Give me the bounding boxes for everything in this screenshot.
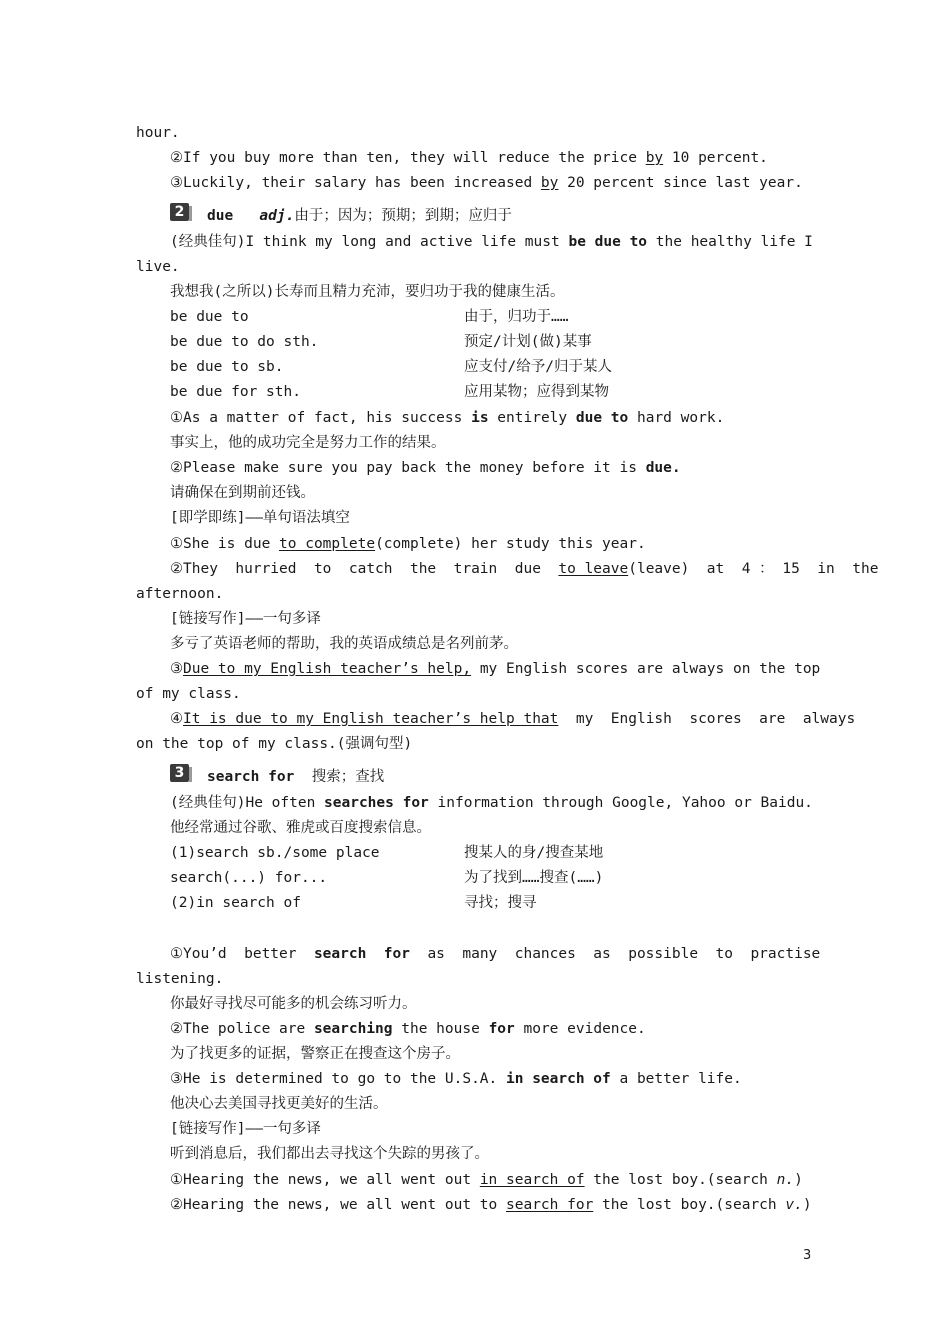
headword-line: due adj.由于；因为；预期；到期；应归于 — [207, 208, 512, 224]
phrase-cn: 应用某物；应得到某物 — [464, 384, 609, 400]
writing-answer: ②Hearing the news, we all went out to search for the lost boy.(search v.) — [170, 1197, 812, 1213]
translation: 他经常通过谷歌、雅虎或百度搜索信息。 — [170, 820, 431, 836]
headword: due — [207, 208, 234, 224]
practice-title: [即学即练]——单句语法填空 — [170, 510, 350, 526]
phrase-cn: 为了找到……搜查(……) — [464, 870, 604, 886]
headword-line: search for 搜索；查找 — [207, 769, 385, 785]
translation: 他决心去美国寻找更美好的生活。 — [170, 1096, 388, 1112]
classic-sentence: (经典佳句)He often searches for information through Google, Yahoo or Baidu. — [170, 795, 813, 811]
writing-title: [链接写作]——一句多译 — [170, 611, 321, 627]
practice-item: ②They hurried to catch the train due to leave(leave) at 4 ： 15 in the — [170, 561, 879, 577]
writing-title: [链接写作]——一句多译 — [170, 1121, 321, 1137]
phrase-cn: 由于，归功于…… — [464, 309, 569, 325]
translation: 我想我(之所以)长寿而且精力充沛，要归功于我的健康生活。 — [170, 284, 565, 300]
text-line: afternoon. — [136, 586, 224, 602]
phrase-en: (1)search sb./some place — [170, 845, 380, 861]
phrase-en: be due to — [170, 309, 249, 325]
text-line: listening. — [136, 971, 224, 987]
example-sentence: ②The police are searching the house for more evidence. — [170, 1021, 646, 1037]
answer: search for — [506, 1197, 594, 1213]
text-line: on the top of my class.(强调句型) — [136, 736, 413, 752]
text-line: hour. — [136, 125, 180, 141]
text-line: live. — [136, 259, 180, 275]
translation: 请确保在到期前还钱。 — [170, 485, 315, 501]
answer: in search of — [479, 1172, 585, 1188]
headword: search for — [207, 769, 295, 785]
classic-sentence: (经典佳句)I think my long and active life must be due to the healthy life I — [170, 234, 813, 250]
phrase-cn: 预定/计划(做)某事 — [464, 334, 592, 350]
phrase-en: be due for sth. — [170, 384, 301, 400]
translation: 为了找更多的证据，警察正在搜查这个房子。 — [170, 1046, 460, 1062]
example-sentence: ③He is determined to go to the U.S.A. in search of a better life. — [170, 1071, 742, 1087]
writing-prompt: 多亏了英语老师的帮助，我的英语成绩总是名列前茅。 — [170, 636, 518, 652]
writing-prompt: 听到消息后，我们都出去寻找这个失踪的男孩了。 — [170, 1146, 489, 1162]
writing-answer: ①Hearing the news, we all went out in search of the lost boy.(search n.) — [170, 1172, 803, 1188]
answer: It is due to my English teacher’s help that — [183, 711, 559, 727]
answer: to complete — [279, 536, 376, 552]
example-sentence: ①You’d better search for as many chances as possible to practise — [170, 946, 821, 962]
phrase-en: (2)in search of — [170, 895, 301, 911]
phrase-en: be due to sb. — [170, 359, 284, 375]
writing-answer: ③Due to my English teacher’s help, my English scores are always on the top — [170, 661, 821, 677]
phrase-cn: 搜某人的身/搜查某地 — [464, 845, 604, 861]
example-sentence: ②If you buy more than ten, they will reduce the price by 10 percent. — [170, 150, 768, 166]
part-of-speech: adj. — [259, 208, 295, 224]
translation: 事实上，他的成功完全是努力工作的结果。 — [170, 435, 446, 451]
section-number-badge: 3 — [170, 764, 189, 782]
phrase-cn: 寻找；搜寻 — [464, 895, 537, 911]
example-sentence: ②Please make sure you pay back the money before it is due. — [170, 460, 681, 476]
practice-item: ①She is due to complete(complete) her study this year. — [170, 536, 646, 552]
section-number-badge: 2 — [170, 203, 189, 221]
phrase-en: search(...) for... — [170, 870, 328, 886]
example-sentence: ③Luckily, their salary has been increased by 20 percent since last year. — [170, 175, 803, 191]
writing-answer: ④It is due to my English teacher’s help that my English scores are always — [170, 711, 856, 727]
phrase-en: be due to do sth. — [170, 334, 319, 350]
page-number: 3 — [803, 1248, 812, 1263]
example-sentence: ①As a matter of fact, his success is entirely due to hard work. — [170, 410, 725, 426]
answer: Due to my English teacher’s help, — [183, 661, 472, 677]
text-line: of my class. — [136, 686, 241, 702]
answer: to leave — [558, 561, 629, 577]
phrase-cn: 应支付/给予/归于某人 — [464, 359, 612, 375]
translation: 你最好寻找尽可能多的机会练习听力。 — [170, 996, 417, 1012]
